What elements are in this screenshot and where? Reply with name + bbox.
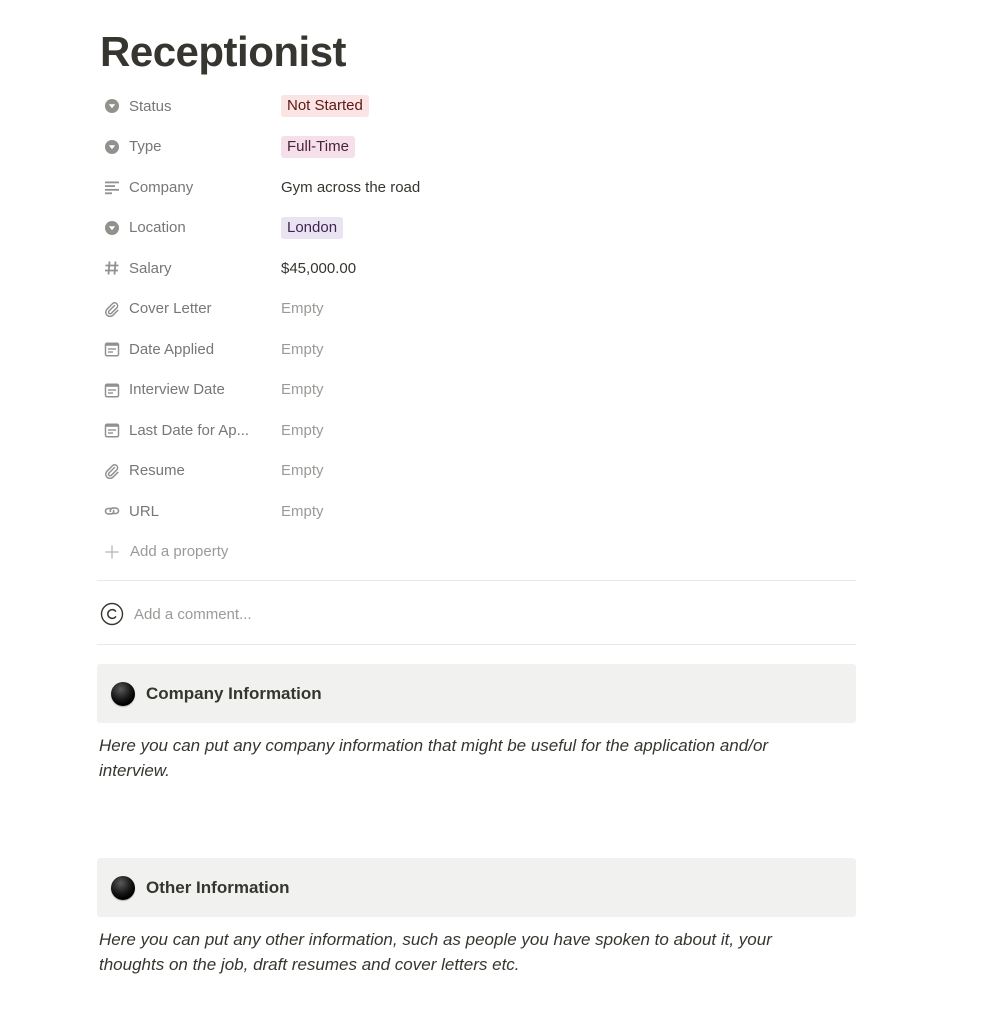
- property-name-date-applied[interactable]: [97, 329, 279, 370]
- property-label: URL: [129, 502, 160, 520]
- property-label: Interview Date: [129, 381, 225, 399]
- property-name-url[interactable]: [97, 491, 279, 532]
- callout-title: Other Information: [146, 877, 290, 897]
- divider: [97, 644, 856, 645]
- property-value-date-applied[interactable]: Empty: [281, 340, 324, 358]
- black-circle-icon[interactable]: [111, 682, 135, 706]
- property-name-salary[interactable]: [97, 248, 279, 289]
- property-label: Status: [129, 97, 172, 115]
- property-row-resume: [97, 451, 856, 492]
- property-label: Location: [129, 219, 186, 237]
- section-body-text[interactable]: Here you can put any company information that might be useful for the application and/or interview.: [99, 736, 769, 780]
- add-property-button[interactable]: [97, 532, 856, 573]
- property-value-company[interactable]: Gym across the road: [281, 178, 421, 196]
- property-value-status[interactable]: [281, 86, 369, 127]
- property-value-last-date[interactable]: Empty: [281, 421, 324, 439]
- callout-other-information[interactable]: [97, 858, 856, 917]
- property-name-last-date[interactable]: [97, 410, 279, 451]
- add-property-label: Add a property: [130, 543, 229, 561]
- property-row-salary: [97, 248, 856, 289]
- type-tag: Full-Time: [281, 136, 355, 158]
- property-name-type[interactable]: [97, 127, 279, 168]
- calendar-icon: [103, 340, 121, 358]
- comment-input[interactable]: [134, 606, 734, 623]
- text-icon: [103, 178, 121, 196]
- attachment-icon: [103, 300, 121, 318]
- property-name-company[interactable]: [97, 167, 279, 208]
- calendar-icon: [103, 381, 121, 399]
- property-row-interview-date: [97, 370, 856, 411]
- black-circle-icon[interactable]: [111, 876, 135, 900]
- section-body-text[interactable]: Here you can put any other information, such as people you have spoken to about it, your thoughts on the job, draft resumes and cover letters etc.: [99, 930, 772, 974]
- comment-row: [97, 596, 856, 632]
- number-icon: [103, 259, 121, 277]
- property-row-type: [97, 127, 856, 168]
- property-name-cover-letter[interactable]: [97, 289, 279, 330]
- callout-company-information[interactable]: [97, 664, 856, 723]
- attachment-icon: [103, 462, 121, 480]
- property-value-type[interactable]: [281, 127, 355, 168]
- property-name-resume[interactable]: [97, 451, 279, 492]
- location-tag: London: [281, 217, 343, 239]
- page-title[interactable]: Receptionist: [100, 28, 347, 75]
- property-value-resume[interactable]: Empty: [281, 462, 324, 480]
- property-label: Last Date for Ap...: [129, 421, 250, 439]
- select-icon: [103, 97, 121, 115]
- property-row-status: [97, 86, 856, 127]
- property-label: Cover Letter: [129, 300, 212, 318]
- property-label: Company: [129, 178, 194, 196]
- property-row-location: [97, 208, 856, 249]
- property-value-salary[interactable]: $45,000.00: [281, 259, 357, 277]
- property-name-location[interactable]: [97, 208, 279, 249]
- property-label: Salary: [129, 259, 172, 277]
- property-label: Resume: [129, 462, 185, 480]
- callout-title: Company Information: [146, 683, 322, 703]
- property-value-location[interactable]: [281, 208, 343, 249]
- property-row-company: [97, 167, 856, 208]
- property-row-cover-letter: [97, 289, 856, 330]
- properties-list: [97, 86, 856, 572]
- property-name-status[interactable]: [97, 86, 279, 127]
- property-label: Type: [129, 138, 162, 156]
- property-value-interview-date[interactable]: Empty: [281, 381, 324, 399]
- property-value-url[interactable]: Empty: [281, 502, 324, 520]
- property-row-last-date: [97, 410, 856, 451]
- property-label: Date Applied: [129, 340, 215, 358]
- property-row-url: [97, 491, 856, 532]
- divider: [97, 580, 856, 581]
- property-row-date-applied: [97, 329, 856, 370]
- calendar-icon: [103, 421, 121, 439]
- property-name-interview-date[interactable]: [97, 370, 279, 411]
- select-icon: [103, 219, 121, 237]
- copyright-avatar-icon: [100, 602, 124, 626]
- select-icon: [103, 138, 121, 156]
- property-value-cover-letter[interactable]: Empty: [281, 300, 324, 318]
- link-icon: [103, 502, 121, 520]
- status-tag: Not Started: [281, 95, 369, 117]
- plus-icon: [103, 543, 121, 561]
